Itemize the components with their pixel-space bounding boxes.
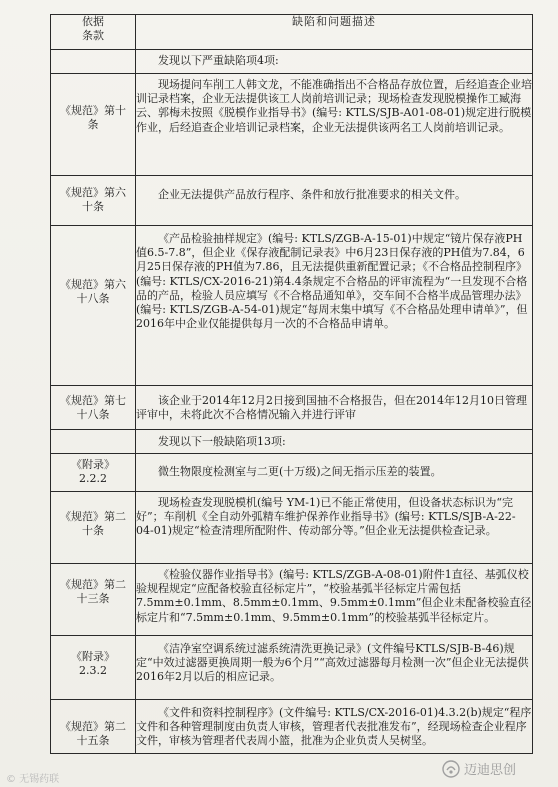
description-cell: 该企业于2014年12月2日接到国抽不合格报告，但在2014年12月10日管理评审中，未将此次不合格情况输入并进行评审 (136, 386, 533, 430)
basis-cell (51, 50, 136, 74)
table-row (51, 176, 533, 226)
description-cell: 现场提问车削工人韩文龙，不能准确指出不合格品存放位置，后经追查企业培训记录档案，企业无法提供该工人岗前培训记录；现场检查发现脱模操作工臧海云、郭梅未按照《脱模作业指导书》(编号: KTLS/SJB-A01-08-01)规定进行脱模作业，后经追查企业培训记录档案，企业无法提供该两名工人岗前培训记录。 (136, 74, 533, 176)
table-header-row (51, 15, 533, 50)
table-row (51, 700, 533, 754)
basis-cell: 《规范》第二 十三条 (51, 564, 136, 636)
table-row (51, 226, 533, 386)
description-cell: 企业无法提供产品放行程序、条件和放行批准要求的相关文件。 (136, 176, 533, 226)
table-row (51, 386, 533, 430)
brand-logo-icon (442, 760, 460, 778)
defect-table (50, 14, 533, 754)
table-row (51, 636, 533, 700)
description-cell: 《洁净室空调系统过滤系统清洗更换记录》(文件编号KTLS/SJB-B-46)规定“中效过滤器更换周期一般为6个月”“高效过滤器每月检测一次”但企业无法提供2016年2月以后的相应记录。 (136, 636, 533, 700)
brand-logo-text: 迈迪思创 (464, 763, 517, 778)
table-row (51, 50, 533, 74)
description-cell: 《检验仪器作业指导书》(编号: KTLS/ZGB-A-08-01)附件1直径、基弧仪校验规程规定“应配备校验直径标定片”，“校验基弧半径标定片需包括7.5mm±0.1mm、8.5mm±0.1mm、9.5mm±0.1mm”但企业未配备校验直径标定片和“7.5mm±0.1mm、9.5mm±0.1mm”的校验基弧半径标定片。 (136, 564, 533, 636)
table-row (51, 430, 533, 454)
description-cell: 发现以下严重缺陷项4项: (136, 50, 533, 74)
header-description: 缺陷和问题描述 (136, 15, 533, 50)
description-cell: 现场检查发现脱模机(编号 YM-1)已不能正常使用，但设备状态标识为“完好”；车削机《全自动外弧精车维护保养作业指导书》(编号: KTLS/SJB-A-22-04-01)规定“检查清理所配附件、传动部分等。”但企业无法提供检查记录。 (136, 492, 533, 564)
basis-cell: 《规范》第六 十八条 (51, 226, 136, 386)
description-cell: 《产品检验抽样规定》(编号: KTLS/ZGB-A-15-01)中规定“镜片保存液PH值6.5-7.8”，但企业《保存液配制记录表》中6月23日保存液的PH值为7.84，6月25日保存液的PH值为7.86，且无法提供重新配置记录；《不合格品控制程序》(编号: KTLS/CX-2016-21)第4.4条规定不合格品的评审流程为“一旦发现不合格品的产品，检验人员应填写《不合格品通知单》，交车间不合格半成品管理办法》(编号: KTLS/ZGB-A-54-01)规定“每周末集中填写《不合格品处理申请单》”，但2016年中企业仅能提供每月一次的不合格品申请单。 (136, 226, 533, 386)
table-row (51, 74, 533, 176)
description-cell: 发现以下一般缺陷项13项: (136, 430, 533, 454)
basis-cell: 《规范》第十 条 (51, 74, 136, 176)
basis-cell: 《规范》第二 十条 (51, 492, 136, 564)
basis-cell: 《附录》 2.3.2 (51, 636, 136, 700)
basis-cell: 《规范》第六 十条 (51, 176, 136, 226)
basis-cell: 《附录》 2.2.2 (51, 454, 136, 492)
brand-logo (442, 759, 516, 778)
table-row (51, 492, 533, 564)
header-basis: 依据 条款 (51, 15, 136, 50)
description-cell: 微生物限度检测室与二更(十万级)之间无指示压差的装置。 (136, 454, 533, 492)
basis-cell: 《规范》第七 十八条 (51, 386, 136, 430)
table-row (51, 564, 533, 636)
table-row (51, 454, 533, 492)
basis-cell: 《规范》第二 十五条 (51, 700, 136, 754)
watermark-text: © 无锡药联 (6, 774, 60, 785)
basis-cell (51, 430, 136, 454)
description-cell: 《文件和资料控制程序》(文件编号: KTLS/CX-2016-01)4.3.2(b)规定“程序文件和各种管理制度由负责人审核，管理者代表批准发布”，经现场检查企业程序文件，审核为管理者代表周小篮，批准为企业负责人吴树坚。 (136, 700, 533, 754)
